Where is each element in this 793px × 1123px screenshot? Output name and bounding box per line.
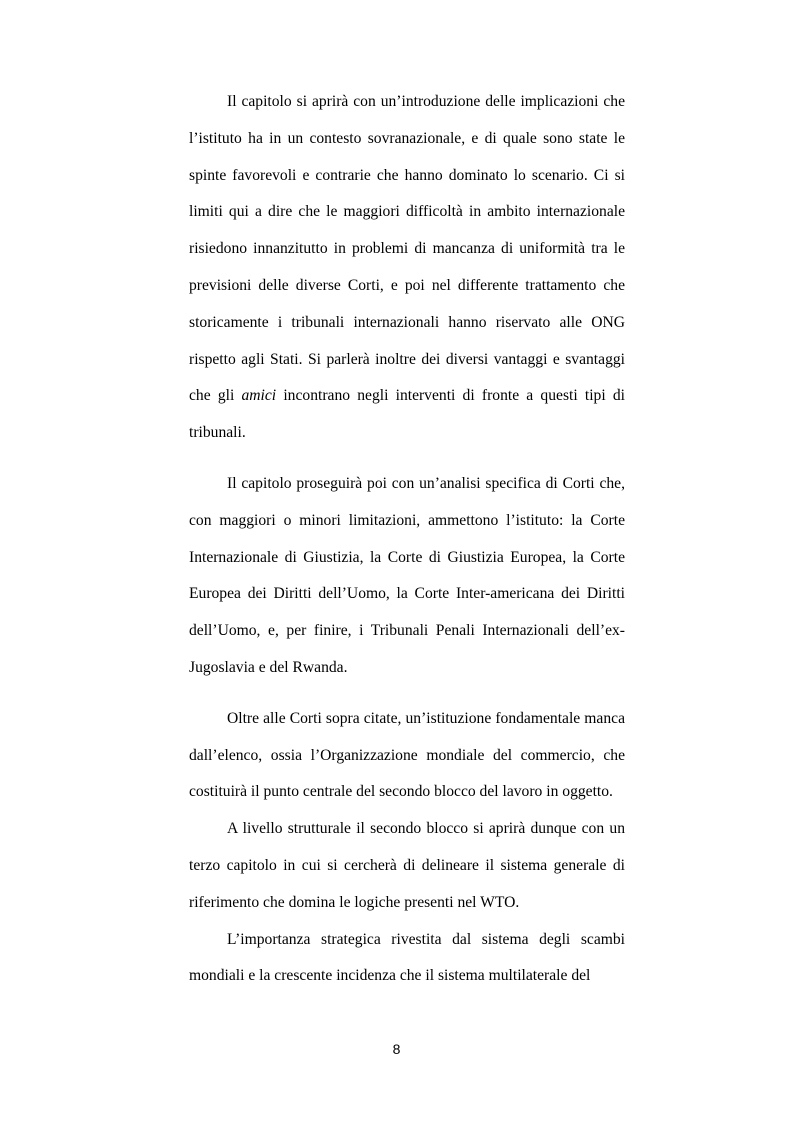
paragraph-introduction-text-b: incontrano negli interventi di fronte a questi tipi di tribunali. [189, 387, 625, 442]
paragraph-wto-institution: Oltre alle Corti sopra citate, un’istituzione fondamentale manca dall’elenco, ossia l’Organizzazione mondiale del commercio, che costituirà il punto centrale del secondo blocco del lavoro in oggetto. [189, 709, 625, 801]
document-page [189, 84, 625, 995]
page-number: 8 [392, 1041, 401, 1057]
paragraph-strategic-importance: L’importanza strategica rivestita dal sistema degli scambi mondiali e la crescente incidenza che il sistema multilaterale del [189, 930, 625, 985]
paragraph-introduction-emphasis: amici [241, 387, 277, 405]
paragraph-introduction-text-a: Il capitolo si aprirà con un’introduzione delle implicazioni che l’istituto ha in un contesto sovranazionale, e di quale sono state le spinte favorevoli e contrarie che hanno dominato lo scenario. Ci si limiti qui a dire che le maggiori difficoltà in ambito internazionale risiedono innanzitutto in problemi di mancanza di uniformità tra le previsioni delle diverse Corti, e poi nel differente trattamento che storicamente i tribunali internazionali hanno riservato alle ONG rispetto agli Stati. Si parlerà inoltre dei diversi vantaggi e svantaggi che gli [189, 93, 625, 405]
paragraph-courts-analysis: Il capitolo proseguirà poi con un’analisi specifica di Corti che, con maggiori o minori limitazioni, ammettono l’istituto: la Corte Internazionale di Giustizia, la Corte di Giustizia Europea, la Corte Europea dei Diritti dell’Uomo, la Corte Inter-americana dei Diritti dell’Uomo, e, per finire, i Tribunali Penali Internazionali dell’ex-Jugoslavia e del Rwanda. [189, 474, 625, 676]
paragraph-structure: A livello strutturale il secondo blocco si aprirà dunque con un terzo capitolo in cui si cercherà di delineare il sistema generale di riferimento che domina le logiche presenti nel WTO. [189, 820, 625, 911]
paragraph-introduction [189, 84, 625, 452]
